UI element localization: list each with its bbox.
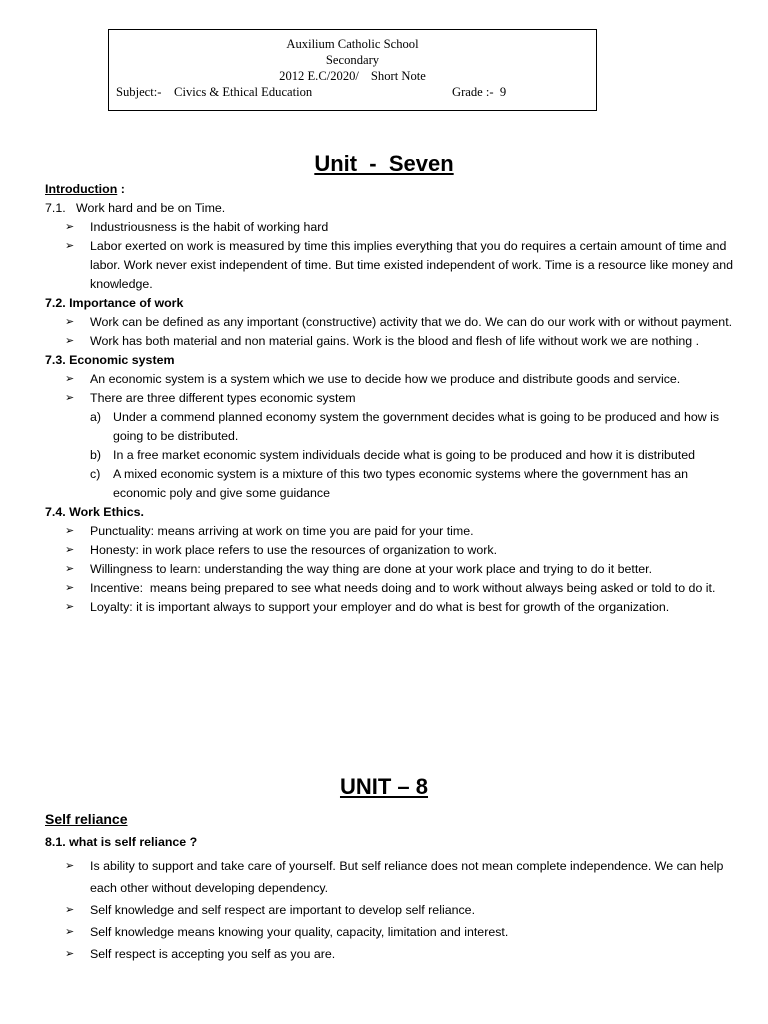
list-item (45, 389, 735, 408)
section-7-4-heading: 7.4. Work Ethics. (45, 505, 144, 519)
arrow-bullet-icon: ➢ (65, 544, 75, 556)
bullet-text: Punctuality: means arriving at work on time you are paid for your time. (90, 524, 474, 538)
arrow-bullet-icon: ➢ (65, 316, 75, 328)
bullet-text: Self respect is accepting you self as you are. (90, 947, 336, 961)
lettered-item (45, 465, 735, 503)
item-text: In a free market economic system individuals decide what is going to be produced and how it is distributed (113, 448, 695, 462)
arrow-bullet-icon: ➢ (65, 601, 75, 613)
arrow-bullet-icon: ➢ (65, 335, 75, 347)
list-item (45, 899, 735, 921)
arrow-bullet-icon: ➢ (65, 948, 75, 960)
arrow-bullet-icon: ➢ (65, 373, 75, 385)
document-header-box (108, 29, 597, 111)
list-item (45, 598, 735, 617)
arrow-bullet-icon: ➢ (65, 525, 75, 537)
unit-seven-title: Unit - Seven (314, 151, 454, 176)
list-item (45, 332, 735, 351)
unit-seven-content (45, 180, 735, 617)
list-item (45, 522, 735, 541)
bullet-text: Is ability to support and take care of yourself. But self reliance does not mean complete independence. We can help each other without developing dependency. (90, 859, 724, 895)
item-text: A mixed economic system is a mixture of this two types economic systems where the government has an economic poly and give some guidance (113, 467, 689, 500)
item-letter: c) (90, 467, 101, 481)
list-item (45, 313, 735, 332)
list-item (45, 370, 735, 389)
subject-grade-line (109, 84, 596, 100)
bullet-text: Incentive: means being prepared to see what needs doing and to work without always being asked or told to do it. (90, 581, 716, 595)
bullet-text: Work can be defined as any important (constructive) activity that we do. We can do our work with or without payment. (90, 315, 733, 329)
school-level: Secondary (325, 53, 380, 67)
bullet-text: There are three different types economic system (90, 391, 356, 405)
unit-eight-content (45, 808, 735, 965)
arrow-bullet-icon: ➢ (65, 392, 75, 404)
bullet-text: Labor exerted on work is measured by time this implies everything that you do requires a certain amount of time and labor. Work never exist independent of time. But time existed independent of work. Time is a resource like money and knowledge. (90, 239, 734, 291)
item-letter: b) (90, 448, 102, 462)
introduction-heading (45, 180, 735, 199)
list-item (45, 579, 735, 598)
arrow-bullet-icon: ➢ (65, 221, 75, 233)
list-item (45, 921, 735, 943)
introduction-colon: : (117, 182, 125, 196)
bullet-text: Industriousness is the habit of working hard (90, 220, 329, 234)
item-letter: a) (90, 410, 102, 424)
school-name: Auxilium Catholic School (286, 37, 419, 51)
arrow-bullet-icon: ➢ (65, 582, 75, 594)
lettered-item (45, 446, 735, 465)
section-7-2-heading: 7.2. Importance of work (45, 296, 184, 310)
section-8-1-heading: 8.1. what is self reliance ? (45, 835, 198, 849)
bullet-text: Self knowledge and self respect are important to develop self reliance. (90, 903, 476, 917)
arrow-bullet-icon: ➢ (65, 563, 75, 575)
unit-eight-title: UNIT – 8 (339, 774, 429, 799)
self-reliance-heading: Self reliance (45, 811, 128, 827)
note-type: Short Note (370, 69, 426, 83)
bullet-text: Loyalty: it is important always to support your employer and do what is best for growth of the organization. (90, 600, 670, 614)
item-text: Under a commend planned economy system the government decides what is going to be produced and how is going to be distributed. (113, 410, 720, 443)
introduction-label: Introduction (45, 182, 118, 196)
list-item (45, 560, 735, 579)
arrow-bullet-icon: ➢ (65, 860, 75, 872)
list-item (45, 218, 735, 237)
bullet-text: Work has both material and non material gains. Work is the blood and flesh of life without work we are nothing . (90, 334, 700, 348)
bullet-text: An economic system is a system which we use to decide how we produce and distribute goods and service. (90, 372, 681, 386)
bullet-text: Willingness to learn: understanding the way thing are done at your work place and trying to do it better. (90, 562, 653, 576)
list-item (45, 855, 735, 899)
bullet-text: Self knowledge means knowing your quality, capacity, limitation and interest. (90, 925, 509, 939)
lettered-item (45, 408, 735, 446)
section-7-3-heading: 7.3. Economic system (45, 353, 175, 367)
year-note-line (109, 68, 596, 84)
arrow-bullet-icon: ➢ (65, 904, 75, 916)
section-7-1-heading: 7.1. Work hard and be on Time. (45, 201, 226, 215)
arrow-bullet-icon: ➢ (65, 240, 75, 252)
list-item (45, 541, 735, 560)
list-item (45, 943, 735, 965)
grade-label: Grade :- 9 (452, 85, 507, 99)
school-year: 2012 E.C/2020/ (279, 69, 359, 83)
subject-label: Subject:- Civics & Ethical Education (116, 85, 313, 99)
list-item (45, 237, 735, 294)
bullet-text: Honesty: in work place refers to use the resources of organization to work. (90, 543, 498, 557)
arrow-bullet-icon: ➢ (65, 926, 75, 938)
